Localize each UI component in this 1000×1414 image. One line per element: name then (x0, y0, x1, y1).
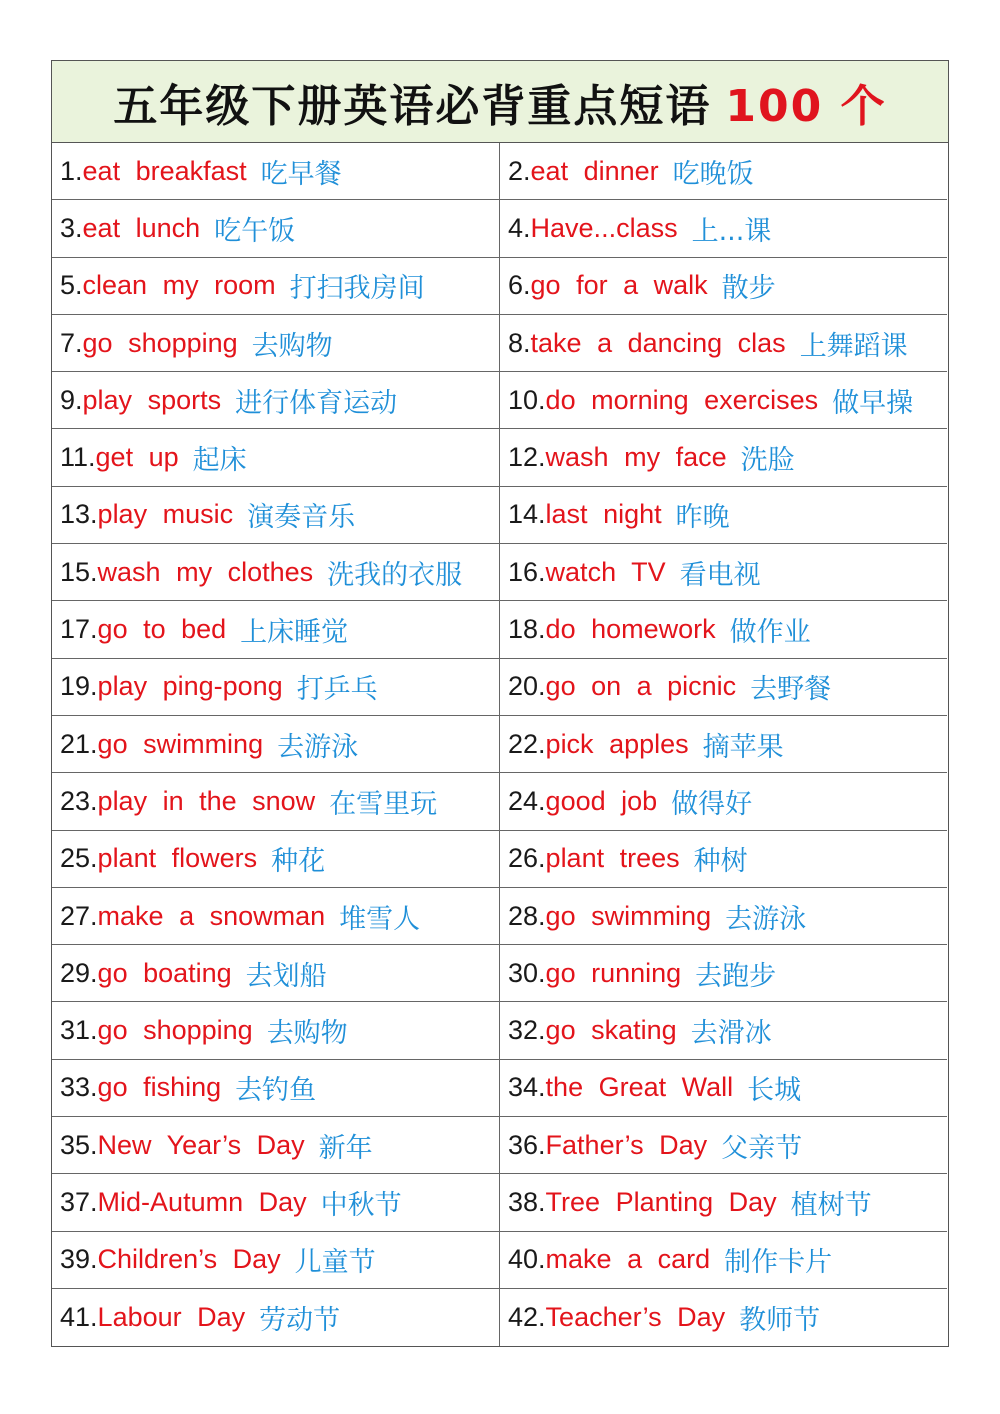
phrase-english: go skating (545, 1015, 677, 1046)
phrase-chinese: 堆雪人 (339, 903, 421, 935)
phrase-english: get up (95, 442, 179, 473)
phrase-chinese: 去跑步 (695, 960, 777, 992)
phrase-chinese: 植树节 (790, 1189, 872, 1221)
phrase-english: Labour Day (97, 1302, 246, 1333)
phrase-chinese: 去游泳 (725, 903, 807, 935)
phrase-chinese: 儿童节 (294, 1247, 376, 1279)
phrase-number: 26. (508, 843, 546, 874)
phrase-number: 42. (508, 1302, 546, 1333)
phrase-number: 23. (60, 785, 98, 816)
phrase-number: 34. (508, 1072, 546, 1103)
phrase-chinese: 劳动节 (259, 1305, 341, 1337)
phrase-cell (52, 429, 500, 486)
phrase-cell (52, 659, 500, 716)
phrase-english: watch TV (545, 556, 666, 587)
phrase-number: 18. (508, 614, 546, 645)
phrase-cell (52, 945, 500, 1002)
phrase-chinese: 吃晚饭 (672, 158, 754, 190)
phrase-english: the Great Wall (545, 1072, 734, 1103)
phrase-number: 15. (60, 556, 98, 587)
phrase-chinese: 去购物 (251, 330, 333, 362)
phrase-number: 4. (508, 212, 531, 243)
phrase-number: 41. (60, 1302, 98, 1333)
phrase-english: plant trees (545, 843, 680, 874)
phrase-chinese: 去滑冰 (690, 1018, 772, 1050)
phrase-cell (52, 200, 500, 257)
phrase-cell (500, 429, 947, 486)
phrase-english: Mid-Autumn Day (97, 1186, 307, 1217)
phrase-chinese: 昨晚 (675, 502, 730, 534)
phrase-number: 3. (60, 212, 83, 243)
phrase-chinese: 去购物 (266, 1018, 348, 1050)
phrase-number: 10. (508, 384, 546, 415)
phrase-english: good job (545, 785, 658, 816)
phrase-cell (500, 1289, 947, 1346)
phrase-english: eat lunch (82, 212, 201, 243)
phrase-number: 24. (508, 785, 546, 816)
phrase-chinese: 起床 (192, 445, 247, 477)
phrase-english: wash my clothes (97, 556, 314, 587)
phrase-cell (500, 773, 947, 830)
phrase-number: 1. (60, 155, 83, 186)
phrase-number: 37. (60, 1186, 98, 1217)
phrase-cell (52, 315, 500, 372)
phrase-chinese: 吃早餐 (260, 158, 342, 190)
phrase-cell (500, 1002, 947, 1059)
phrase-number: 30. (508, 957, 546, 988)
phrase-cell (500, 200, 947, 257)
phrase-cell (500, 1232, 947, 1289)
phrase-number: 7. (60, 327, 83, 358)
phrase-english: do homework (545, 614, 716, 645)
phrase-cell (500, 544, 947, 601)
phrase-number: 40. (508, 1244, 546, 1275)
phrase-cell (52, 1232, 500, 1289)
phrase-chinese: 看电视 (679, 559, 761, 591)
phrase-chinese: 制作卡片 (724, 1247, 833, 1279)
phrase-english: go on a picnic (545, 671, 737, 702)
phrase-english: plant flowers (97, 843, 258, 874)
phrase-english: play music (97, 499, 234, 530)
phrase-number: 19. (60, 671, 98, 702)
phrase-cell (500, 258, 947, 315)
phrase-number: 35. (60, 1129, 98, 1160)
phrase-chinese: 摘苹果 (702, 731, 784, 763)
phrase-english: make a card (545, 1244, 711, 1275)
phrase-number: 29. (60, 957, 98, 988)
phrase-chinese: 上舞蹈课 (799, 330, 908, 362)
phrase-cell (500, 659, 947, 716)
phrase-number: 12. (508, 442, 546, 473)
phrase-chinese: 新年 (318, 1132, 373, 1164)
phrase-chinese: 长城 (747, 1075, 802, 1107)
phrase-number: 31. (60, 1015, 98, 1046)
phrase-english: do morning exercises (545, 384, 819, 415)
phrase-number: 11. (60, 442, 96, 473)
phrase-number: 6. (508, 270, 531, 301)
phrase-english: eat breakfast (82, 155, 247, 186)
phrase-number: 20. (508, 671, 546, 702)
title-main: 五年级下册英语必背重点短语 (113, 80, 712, 132)
phrase-english: go swimming (545, 900, 712, 931)
phrase-cell (52, 1117, 500, 1174)
phrase-chinese: 洗脸 (740, 445, 795, 477)
phrase-cell (52, 888, 500, 945)
phrase-chinese: 上...课 (691, 215, 772, 247)
phrase-number: 22. (508, 728, 546, 759)
phrase-english: Tree Planting Day (545, 1186, 777, 1217)
phrase-english: play sports (82, 384, 222, 415)
phrase-english: Children’s Day (97, 1244, 281, 1275)
phrase-cell (500, 315, 947, 372)
phrase-cell (500, 372, 947, 429)
phrase-english: clean my room (82, 270, 276, 301)
phrase-english: go running (545, 957, 682, 988)
phrase-chinese: 吃午饭 (214, 215, 296, 247)
phrase-number: 17. (60, 614, 98, 645)
phrase-number: 13. (60, 499, 98, 530)
phrase-english: play in the snow (97, 785, 316, 816)
phrase-number: 16. (508, 556, 546, 587)
phrase-number: 8. (508, 327, 531, 358)
phrase-chinese: 去游泳 (277, 731, 359, 763)
phrase-cell (500, 888, 947, 945)
phrase-number: 21. (60, 728, 98, 759)
phrase-chinese: 打乒乓 (296, 674, 378, 706)
phrase-number: 38. (508, 1186, 546, 1217)
page-title (52, 61, 948, 143)
phrase-chinese: 去野餐 (750, 674, 832, 706)
phrase-cell (52, 487, 500, 544)
phrase-chinese: 去钓鱼 (235, 1075, 317, 1107)
phrase-number: 28. (508, 900, 546, 931)
phrase-cell (500, 716, 947, 773)
phrase-cell (52, 258, 500, 315)
phrase-english: make a snowman (97, 900, 326, 931)
phrase-english: go shopping (82, 327, 238, 358)
phrase-chinese: 中秋节 (320, 1189, 402, 1221)
phrase-english: Have...class (530, 212, 678, 243)
phrase-english: Father’s Day (545, 1129, 708, 1160)
phrase-number: 9. (60, 384, 83, 415)
phrase-cell (500, 1060, 947, 1117)
phrase-chinese: 进行体育运动 (235, 387, 398, 419)
phrase-number: 2. (508, 155, 531, 186)
phrase-chinese: 去划船 (245, 960, 327, 992)
phrase-cell (500, 1117, 947, 1174)
phrase-chinese: 种树 (693, 846, 748, 878)
phrase-english: play ping-pong (97, 671, 283, 702)
phrase-cell (500, 487, 947, 544)
phrase-number: 5. (60, 270, 83, 301)
phrase-cell (52, 544, 500, 601)
phrase-cell (500, 601, 947, 658)
phrase-chinese: 演奏音乐 (247, 502, 356, 534)
phrase-number: 14. (508, 499, 546, 530)
phrase-english: go shopping (97, 1015, 253, 1046)
phrase-number: 39. (60, 1244, 98, 1275)
phrase-cell (52, 143, 500, 200)
phrase-english: take a dancing clas (530, 327, 786, 358)
phrase-english: last night (545, 499, 662, 530)
phrase-cell (52, 601, 500, 658)
phrase-english: go swimming (97, 728, 264, 759)
phrase-cell (52, 1002, 500, 1059)
phrase-cell (500, 831, 947, 888)
phrase-english: go fishing (97, 1072, 222, 1103)
phrase-cell (52, 1174, 500, 1231)
phrase-cell (52, 831, 500, 888)
phrase-cell (500, 1174, 947, 1231)
phrase-cell (500, 945, 947, 1002)
phrase-cell (500, 143, 947, 200)
phrase-table (52, 143, 948, 1346)
phrase-number: 33. (60, 1072, 98, 1103)
phrase-number: 27. (60, 900, 98, 931)
phrase-number: 32. (508, 1015, 546, 1046)
phrase-number: 36. (508, 1129, 546, 1160)
phrase-english: wash my face (545, 442, 727, 473)
phrase-english: go for a walk (530, 270, 708, 301)
phrase-chinese: 洗我的衣服 (327, 559, 463, 591)
phrase-cell (52, 716, 500, 773)
phrase-chinese: 上床睡觉 (240, 617, 349, 649)
phrase-english: Teacher’s Day (545, 1302, 726, 1333)
phrase-cell (52, 1060, 500, 1117)
phrase-english: pick apples (545, 728, 689, 759)
phrase-english: New Year’s Day (97, 1129, 305, 1160)
phrase-cell (52, 1289, 500, 1346)
phrase-number: 25. (60, 843, 98, 874)
phrase-sheet (51, 60, 949, 1347)
phrase-chinese: 做作业 (729, 617, 811, 649)
phrase-chinese: 种花 (271, 846, 326, 878)
phrase-cell (52, 372, 500, 429)
phrase-chinese: 打扫我房间 (289, 273, 425, 305)
phrase-chinese: 父亲节 (721, 1132, 803, 1164)
phrase-chinese: 做得好 (671, 788, 753, 820)
phrase-chinese: 做早操 (832, 387, 914, 419)
phrase-english: eat dinner (530, 155, 659, 186)
phrase-chinese: 在雪里玩 (329, 788, 438, 820)
phrase-chinese: 教师节 (739, 1305, 821, 1337)
title-count: 100 个 (725, 80, 887, 132)
phrase-english: go boating (97, 957, 232, 988)
phrase-chinese: 散步 (721, 273, 776, 305)
phrase-english: go to bed (97, 614, 227, 645)
phrase-cell (52, 773, 500, 830)
